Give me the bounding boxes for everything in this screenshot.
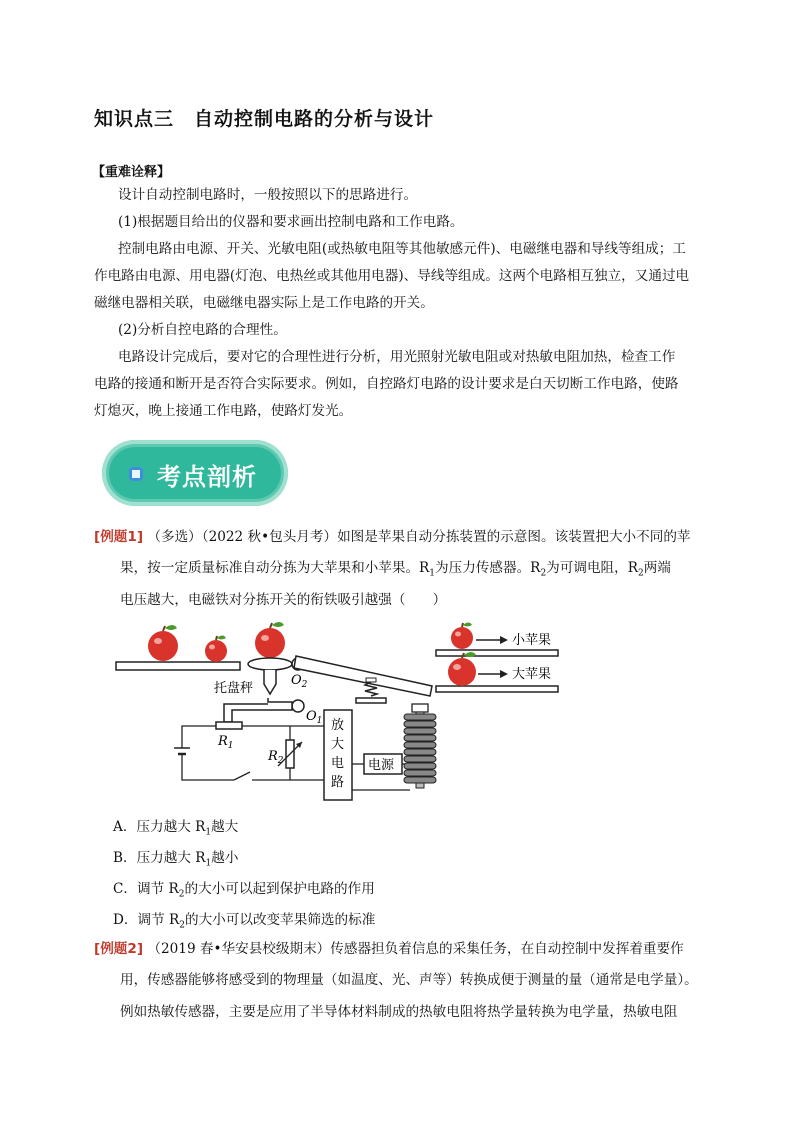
tray-scale-label: 托盘秤 (214, 681, 254, 696)
badge-label: 考点剖析 (157, 463, 257, 491)
paragraph: 电路的接通和断开是否符合实际要求。例如，自控路灯电路的设计要求是白天切断工作电路，使路 (94, 376, 679, 392)
conveyor-board (116, 662, 240, 670)
example-text: 为可调电阻，R (546, 560, 638, 576)
subscript: 2 (540, 568, 547, 579)
paragraph: 磁继电器相关联，电磁继电器实际上是工作电路的开关。 (94, 295, 434, 311)
amplifier-label: 电 (331, 756, 345, 771)
example-tag: [例题1] (94, 529, 144, 545)
paragraph: (1)根据题目给出的仪器和要求画出控制电路和工作电路。 (118, 214, 464, 230)
electromagnet (404, 704, 436, 788)
paragraph: 控制电路由电源、开关、光敏电阻(或热敏电阻等其他敏感元件)、电磁继电器和导线等组成；工 (118, 241, 686, 257)
arrow-icon (500, 636, 508, 644)
subscript: 2 (637, 568, 644, 579)
r1-resistor (216, 722, 242, 729)
apple-icon (451, 623, 473, 650)
r1-label: $R_1$ (218, 734, 234, 751)
example-2-line: 用，传感器能够将感受到的物理量（如温度、光、声等）转换成便于测量的量（通常是电学量）。 (120, 972, 698, 988)
example-text: （多选）（2022 秋•包头月考）如图是苹果自动分拣装置的示意图。该装置把大小不同的苹 (147, 529, 691, 545)
small-apple-label: 小苹果 (512, 633, 552, 648)
paragraph: 灯熄灭，晚上接通工作电路，使路灯发光。 (94, 403, 353, 419)
section-label: 【重难诠释】 (92, 165, 171, 180)
apple-icon (205, 636, 227, 663)
example-1-line: 电压越大，电磁铁对分拣开关的衔铁吸引越强（ ） (120, 592, 447, 608)
amplifier-label: 放 (331, 718, 345, 733)
paragraph: (2)分析自控电路的合理性。 (118, 322, 287, 338)
subscript: 1 (429, 568, 436, 579)
apple-sorter-diagram (110, 618, 570, 808)
example-tag: [例题2] (94, 941, 144, 957)
example-1-line (94, 522, 691, 552)
option-b[interactable]: B．压力越大 $R_1$越小 (113, 850, 239, 869)
sorting-lever (294, 656, 432, 696)
big-apple-board (436, 686, 558, 692)
paragraph: 设计自动控制电路时，一般按照以下的思路进行。 (118, 187, 418, 203)
o2-label: $O_2$ (291, 673, 308, 690)
pivot-o1 (292, 700, 304, 712)
paragraph: 电路设计完成后，要对它的合理性进行分析，用光照射光敏电阻或对热敏电阻加热，检查工作 (118, 349, 676, 365)
apple-icon (255, 622, 285, 658)
example-2-line: 例如热敏传感器，主要是应用了半导体材料制成的热敏电阻将热学量转换为电学量，热敏电阻 (120, 1004, 678, 1020)
example-text: 两端 (643, 560, 671, 576)
power-label: 电源 (368, 758, 395, 773)
apple-icon (148, 625, 178, 661)
switch (234, 772, 250, 780)
example-text: 为压力传感器。R (435, 560, 541, 576)
example-2-line (94, 934, 684, 964)
option-d[interactable]: D．调节 $R_2$的大小可以改变苹果筛选的标准 (113, 912, 376, 931)
apple-icon (448, 652, 476, 686)
arrow-icon (500, 670, 508, 678)
example-text: （2019 春•华安县校级期末）传感器担负着信息的采集任务，在自动控制中发挥着重要作 (147, 941, 684, 957)
example-1-line (120, 553, 720, 589)
section-badge (102, 440, 288, 506)
amplifier-label: 大 (331, 737, 345, 752)
o1-label: $O_1$ (306, 709, 323, 726)
tray (248, 658, 292, 670)
example-text: 果，按一定质量标准自动分拣为大苹果和小苹果。R (120, 560, 430, 576)
page-title: 知识点三 自动控制电路的分析与设计 (94, 108, 435, 130)
small-apple-board (436, 650, 558, 656)
paragraph: 作电路由电源、用电器(灯泡、电热丝或其他用电器)、导线等组成。这两个电路相互独立，又通过电 (94, 268, 690, 284)
option-c[interactable]: C．调节 $R_2$的大小可以起到保护电路的作用 (113, 881, 375, 900)
pressure-arm (224, 698, 292, 722)
big-apple-label: 大苹果 (512, 667, 552, 682)
amplifier-label: 路 (331, 775, 345, 790)
option-a[interactable]: A．压力越大 $R_1$越大 (113, 819, 239, 838)
r2-label: $R_2$ (268, 749, 284, 766)
square-icon (129, 467, 143, 481)
